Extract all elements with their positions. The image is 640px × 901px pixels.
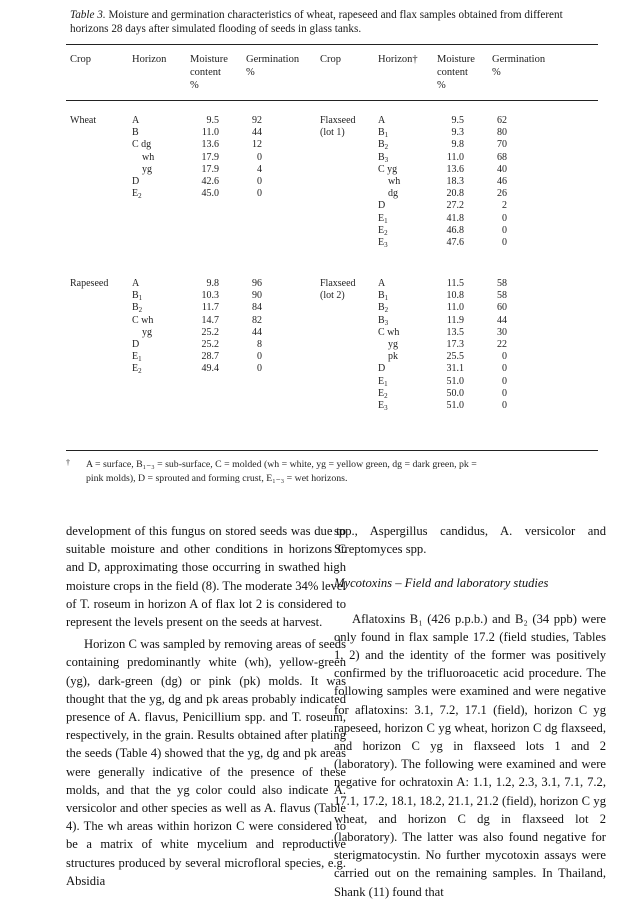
germination-value: 0 xyxy=(257,151,262,163)
table-bottom-rule xyxy=(66,450,598,451)
moisture-value: 45.0 xyxy=(201,188,219,200)
moisture-value: 42.6 xyxy=(201,176,219,187)
moisture-value: 9.8 xyxy=(206,278,219,289)
germination-value: 0 xyxy=(257,351,262,363)
header-moisture-right: Moisture content % xyxy=(437,54,475,91)
horizon-cell: C yg xyxy=(378,163,398,175)
germination-value: 0 xyxy=(502,212,507,224)
table-caption xyxy=(70,8,590,36)
germination-value: 46 xyxy=(497,176,507,187)
moisture-value: 46.8 xyxy=(446,224,464,236)
crop-name: Flaxseed xyxy=(320,278,356,289)
moisture-value: 41.8 xyxy=(446,212,464,224)
germination-value: 92 xyxy=(252,115,262,126)
crop-name: (lot 1) xyxy=(320,127,345,139)
horizon-cell: $B_3$ xyxy=(378,151,389,164)
moisture-value: 17.3 xyxy=(446,339,464,350)
horizon-cell: $B_2$ xyxy=(132,302,143,315)
moisture-value: 31.1 xyxy=(446,363,464,375)
moisture-value: 13.6 xyxy=(446,163,464,175)
horizon-cell: yg xyxy=(142,326,152,338)
moisture-value: 9.5 xyxy=(206,115,219,126)
moisture-value: 9.8 xyxy=(451,139,464,151)
crop-name: (lot 2) xyxy=(320,290,345,302)
germination-value: 2 xyxy=(502,200,507,212)
moisture-value: 28.7 xyxy=(201,351,219,363)
horizon-cell: A xyxy=(132,278,140,289)
section-heading: Mycotoxins – Field and laboratory studies xyxy=(334,576,549,591)
moisture-value: 10.3 xyxy=(201,290,219,302)
horizon-cell: $E_2$ xyxy=(378,224,388,237)
horizon-cell: wh xyxy=(388,176,401,187)
table-top-rule xyxy=(66,44,598,45)
germination-value: 0 xyxy=(257,363,262,375)
moisture-value: 47.6 xyxy=(446,237,464,248)
moisture-value: 51.0 xyxy=(446,400,464,411)
horizon-cell: $E_2$ xyxy=(378,387,388,400)
germination-value: 0 xyxy=(502,224,507,236)
horizon-cell: C dg xyxy=(132,139,152,151)
body-text-right-column xyxy=(334,522,606,901)
horizon-cell: $B_2$ xyxy=(378,302,389,315)
horizon-cell: A xyxy=(132,115,140,126)
header-germination-left: Germination % xyxy=(246,54,300,78)
germination-value: 0 xyxy=(502,237,507,248)
moisture-value: 13.5 xyxy=(446,326,464,338)
horizon-cell: A xyxy=(378,278,386,289)
germination-value: 0 xyxy=(502,375,507,387)
moisture-value: 18.3 xyxy=(446,176,464,187)
horizon-cell: $E_1$ xyxy=(378,212,388,225)
moisture-value: 11.0 xyxy=(201,127,219,139)
moisture-value: 27.2 xyxy=(446,200,464,212)
horizon-cell: $E_3$ xyxy=(378,400,388,412)
moisture-value: 13.6 xyxy=(201,139,219,151)
moisture-value: 11.0 xyxy=(446,302,464,314)
header-crop-left: Crop xyxy=(70,54,91,65)
moisture-value: 20.8 xyxy=(446,188,464,200)
moisture-value: 17.9 xyxy=(201,151,219,163)
germination-value: 70 xyxy=(497,139,507,151)
crop-name: Wheat xyxy=(70,115,97,126)
germination-value: 96 xyxy=(252,278,262,289)
horizon-cell: $B_1$ xyxy=(378,290,389,303)
horizon-cell: $E_2$ xyxy=(132,188,142,201)
germination-value: 82 xyxy=(252,314,262,326)
moisture-value: 17.9 xyxy=(201,163,219,175)
crop-name: Rapeseed xyxy=(70,278,109,289)
moisture-value: 11.0 xyxy=(446,151,464,163)
moisture-value: 9.5 xyxy=(451,115,464,126)
horizon-cell: D xyxy=(132,176,140,187)
table-caption-text: Moisture and germination characteristics of wheat, rapeseed and flax samples obtained from different horizons 28 days after simulated flooding of seeds in glass tanks. xyxy=(70,9,563,35)
footnote-line-1: A = surface, B₁₋₃ = sub-surface, C = molded (wh = white, yg = yellow green, dg = dark green, pk = xyxy=(86,459,477,470)
germination-value: 0 xyxy=(257,188,262,200)
germination-value: 44 xyxy=(497,314,507,326)
moisture-value: 11.5 xyxy=(446,278,464,289)
horizon-cell: D xyxy=(378,200,386,212)
horizon-cell: C wh xyxy=(378,326,400,338)
germination-value: 60 xyxy=(497,302,507,314)
crop-name: Flaxseed xyxy=(320,115,356,126)
header-crop-right: Crop xyxy=(320,54,341,65)
germination-value: 12 xyxy=(252,139,262,151)
germination-value: 0 xyxy=(502,351,507,363)
table-header-rule xyxy=(66,100,598,101)
horizon-cell: D xyxy=(132,339,140,350)
horizon-cell: yg xyxy=(142,163,152,175)
paragraph: spp., Aspergillus candidus, A. versicolor and Streptomyces spp. xyxy=(334,524,606,557)
horizon-cell: pk xyxy=(388,351,398,363)
horizon-cell: $E_3$ xyxy=(378,237,388,249)
header-horizon-left: Horizon xyxy=(132,54,167,65)
germination-value: 4 xyxy=(257,163,262,175)
moisture-value: 51.0 xyxy=(446,375,464,387)
germination-value: 0 xyxy=(502,387,507,399)
paragraph: Horizon C was sampled by removing areas of seeds containing predominantly white (wh), yellow-green (yg), dark-green (dg) or pink (pk) molds. It was thought that the yg, dg and pk areas probably indicated presence of A. flavus, Penicillium spp. and T. roseum, respectively, in the grain. Results obtained after plating the seeds (Table 4) showed that the yg, dg and pk areas were generally indicative of the presence of these molds, and that the yg color could also indicate A. versicolor and other species as well as A. flavus (Table 4). The wh areas within horizon C were considered to be a matrix of white mycelium and reproductive structures produced by several microfloral species, e.g. Absidia xyxy=(66,637,346,888)
horizon-cell: A xyxy=(378,115,386,126)
germination-value: 62 xyxy=(497,115,507,126)
moisture-value: 10.8 xyxy=(446,290,464,302)
germination-value: 58 xyxy=(497,290,507,302)
horizon-cell: yg xyxy=(388,339,398,350)
germination-value: 90 xyxy=(252,290,262,302)
paragraph: development of this fungus on stored seeds was due to suitable moisture and other conditions in horizons C and D, approximating those occurring in swathed high moisture crops in the field (8). The moderate 34% level of T. roseum in horizon A of flax lot 2 is considered to represent the levels present on the seeds at harvest. xyxy=(66,524,346,630)
germination-value: 40 xyxy=(497,163,507,175)
moisture-value: 9.3 xyxy=(451,127,464,139)
horizon-cell: dg xyxy=(388,188,398,200)
table-footnote xyxy=(66,458,606,486)
horizon-cell: B xyxy=(132,127,139,139)
paragraph: Aflatoxins B₁ (426 p.p.b.) and B₂ (34 ppb) were only found in flax sample 17.2 (field studies, Tables 1, 2) and the identity of the former was positively confirmed by the trifluoroacetic acid procedure. The following samples were examined and were negative for aflatoxins: 3.1, 7.2, 17.1 (field), horizon C yg rapeseed, horizon C yg wheat, horizon C dg flaxseed, and horizon C yg in flaxseed lots 1 and 2 (laboratory). The following were examined and were negative for ochratoxin A: 1.1, 1.2, 2.3, 3.1, 7.1, 7.2, 17.1, 17.2, 18.1, 18.2, 21.1, 21.2 (field), horizon C yg wheat, and horizon C dg in flaxseed lot 2 (laboratory). The latter was also found negative for sterigmatocystin. No further mycotoxin assays were carried out on the remaining samples. In Thailand, Shank (11) found that xyxy=(334,611,606,899)
moisture-value: 25.2 xyxy=(201,339,219,350)
germination-value: 22 xyxy=(497,339,507,350)
footnote-dagger: † xyxy=(66,458,70,467)
header-horizon-right: Horizon† xyxy=(378,54,418,65)
germination-value: 44 xyxy=(252,127,262,139)
germination-value: 0 xyxy=(502,400,507,411)
horizon-cell: $E_1$ xyxy=(378,375,388,388)
germination-value: 30 xyxy=(497,326,507,338)
horizon-cell: $E_2$ xyxy=(132,363,142,376)
horizon-cell: $B_1$ xyxy=(132,290,143,303)
horizon-cell: D xyxy=(378,363,386,375)
germination-value: 8 xyxy=(257,339,262,350)
germination-value: 84 xyxy=(252,302,262,314)
horizon-cell: $B_3$ xyxy=(378,314,389,327)
header-germination-right: Germination % xyxy=(492,54,546,78)
horizon-cell: C wh xyxy=(132,314,154,326)
germination-value: 68 xyxy=(497,151,507,163)
moisture-value: 14.7 xyxy=(201,314,219,326)
horizon-cell: $B_1$ xyxy=(378,127,389,140)
horizon-cell: $B_2$ xyxy=(378,139,389,152)
moisture-value: 11.7 xyxy=(201,302,219,314)
header-moisture-left: Moisture content % xyxy=(190,54,228,91)
moisture-value: 49.4 xyxy=(201,363,219,375)
horizon-cell: wh xyxy=(142,151,155,163)
moisture-value: 25.2 xyxy=(201,326,219,338)
moisture-value: 25.5 xyxy=(446,351,464,363)
moisture-value: 50.0 xyxy=(446,387,464,399)
germination-value: 26 xyxy=(497,188,507,200)
germination-value: 0 xyxy=(257,176,262,187)
table-label: Table 3. xyxy=(70,9,106,21)
body-text-left-column xyxy=(66,522,346,890)
footnote-line-2: pink molds), D = sprouted and forming crust, E₁₋₃ = wet horizons. xyxy=(86,473,348,484)
horizon-cell: $E_1$ xyxy=(132,351,142,364)
germination-value: 44 xyxy=(252,326,262,338)
germination-value: 80 xyxy=(497,127,507,139)
moisture-value: 11.9 xyxy=(446,314,464,326)
germination-value: 58 xyxy=(497,278,507,289)
germination-value: 0 xyxy=(502,363,507,375)
